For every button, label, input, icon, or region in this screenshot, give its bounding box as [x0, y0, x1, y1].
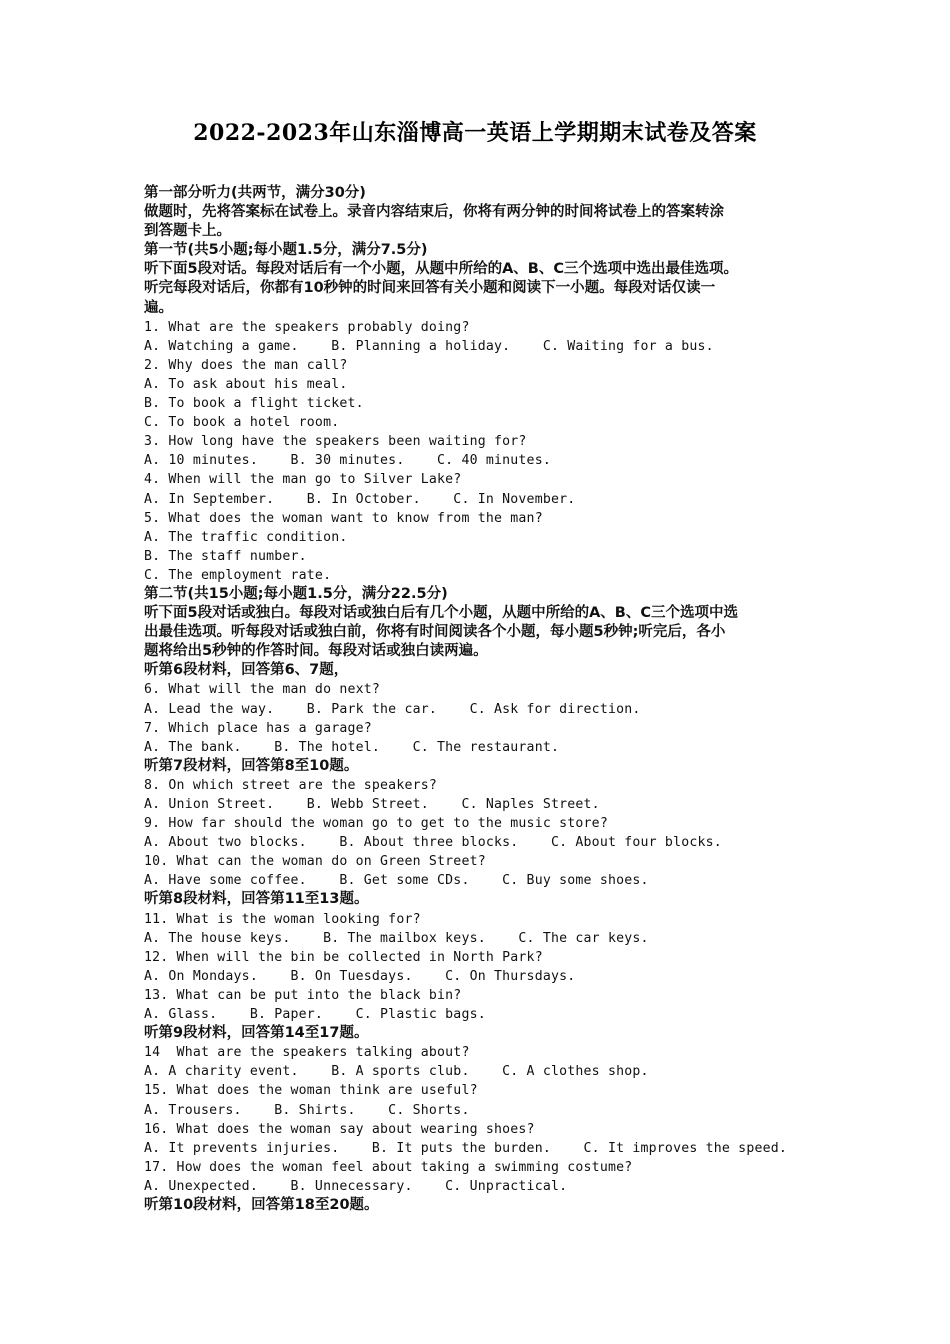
question-text-line: 2. Why does the man call? — [144, 357, 348, 373]
question-text-line: 6. What will the man do next? — [144, 682, 381, 698]
question-text-line: 3. How long have the speakers been waiting for? — [144, 434, 527, 450]
question-text-line: A. Watching a game. B. Planning a holiday. C. Waiting for a bus. — [144, 338, 714, 354]
question-text-line: 5. What does the woman want to know from the man? — [144, 510, 543, 526]
question-text-line: 9. How far should the woman go to get to the music store? — [144, 816, 608, 832]
document-title: 2022-2023年山东淄博高一英语上学期期末试卷及答案 — [193, 120, 757, 146]
section-text-line: 听第8段材料，回答第11至13题。 — [144, 891, 369, 908]
question-text-line: A. Unexpected. B. Unnecessary. C. Unpractical. — [144, 1178, 568, 1194]
question-text-line: 10. What can the woman do on Green Street? — [144, 854, 486, 870]
question-text-line: 16. What does the woman say about wearing shoes? — [144, 1121, 535, 1137]
question-text-line: 1. What are the speakers probably doing? — [144, 319, 470, 335]
section-text-line: 第一节(共5小题;每小题1.5分，满分7.5分) — [144, 242, 428, 259]
question-text-line: 11. What is the woman looking for? — [144, 911, 421, 927]
section-text-line: 听完每段对话后，你都有10秒钟的时间来回答有关小题和阅读下一小题。每段对话仅读一 — [144, 280, 716, 297]
question-text-line: 12. When will the bin be collected in North Park? — [144, 949, 543, 965]
question-text-line: A. The bank. B. The hotel. C. The restaurant. — [144, 739, 560, 755]
question-text-line: A. On Mondays. B. On Tuesdays. C. On Thursdays. — [144, 968, 576, 984]
section-text-line: 听下面5段对话。每段对话后有一个小题，从题中所给的A、B、C三个选项中选出最佳选项。 — [144, 261, 739, 278]
question-text-line: B. To book a flight ticket. — [144, 396, 364, 412]
question-text-line: 4. When will the man go to Silver Lake? — [144, 472, 462, 488]
question-text-line: A. Have some coffee. B. Get some CDs. C. Buy some shoes. — [144, 873, 649, 889]
question-text-line: A. The traffic condition. — [144, 529, 348, 545]
question-text-line: A. Trousers. B. Shirts. C. Shorts. — [144, 1102, 470, 1118]
question-text-line: A. About two blocks. B. About three blocks. C. About four blocks. — [144, 835, 722, 851]
section-text-line: 听下面5段对话或独白。每段对话或独白后有几个小题，从题中所给的A、B、C三个选项中选 — [144, 605, 739, 622]
question-text-line: 15. What does the woman think are useful? — [144, 1083, 478, 1099]
question-text-line: A. Glass. B. Paper. C. Plastic bags. — [144, 1007, 486, 1023]
question-text-line: A. The house keys. B. The mailbox keys. C. The car keys. — [144, 930, 649, 946]
section-text-line: 听第7段材料，回答第8至10题。 — [144, 757, 359, 774]
question-text-line: 14 What are the speakers talking about? — [144, 1045, 470, 1061]
question-text-line: A. In September. B. In October. C. In November. — [144, 491, 576, 507]
section-text-line: 到答题卡上。 — [144, 223, 231, 240]
question-text-line: 13. What can be put into the black bin? — [144, 987, 462, 1003]
question-text-line: A. Lead the way. B. Park the car. C. Ask for direction. — [144, 701, 641, 717]
section-text-line: 听第10段材料，回答第18至20题。 — [144, 1196, 379, 1213]
question-text-line: A. 10 minutes. B. 30 minutes. C. 40 minutes. — [144, 453, 551, 469]
section-text-line: 第一部分听力(共两节，满分30分) — [144, 185, 366, 201]
document-body — [144, 184, 812, 1215]
question-text-line: 17. How does the woman feel about taking a swimming costume? — [144, 1159, 633, 1175]
section-text-line: 第二节(共15小题;每小题1.5分，满分22.5分) — [144, 585, 448, 602]
section-text-line: 做题时，先将答案标在试卷上。录音内容结束后，你将有两分钟的时间将试卷上的答案转涂 — [144, 204, 724, 221]
question-text-line: A. To ask about his meal. — [144, 376, 348, 392]
question-text-line: 8. On which street are the speakers? — [144, 777, 438, 793]
section-text-line: 听第9段材料，回答第14至17题。 — [144, 1025, 369, 1042]
question-text-line: C. The employment rate. — [144, 567, 332, 583]
question-text-line: A. A charity event. B. A sports club. C. A clothes shop. — [144, 1064, 649, 1080]
section-text-line: 出最佳选项。听每段对话或独白前，你将有时间阅读各个小题，每小题5秒钟;听完后，各小 — [144, 624, 726, 641]
question-text-line: B. The staff number. — [144, 548, 307, 564]
question-text-line: C. To book a hotel room. — [144, 415, 340, 431]
section-text-line: 遍。 — [144, 299, 173, 316]
section-text-line: 题将给出5秒钟的作答时间。每段对话或独白读两遍。 — [144, 643, 488, 660]
question-text-line: A. It prevents injuries. B. It puts the burden. C. It improves the speed. — [144, 1140, 788, 1156]
question-text-line: A. Union Street. B. Webb Street. C. Naples Street. — [144, 797, 600, 812]
question-text-line: 7. Which place has a garage? — [144, 720, 372, 736]
section-text-line: 听第6段材料，回答第6、7题， — [144, 662, 349, 679]
